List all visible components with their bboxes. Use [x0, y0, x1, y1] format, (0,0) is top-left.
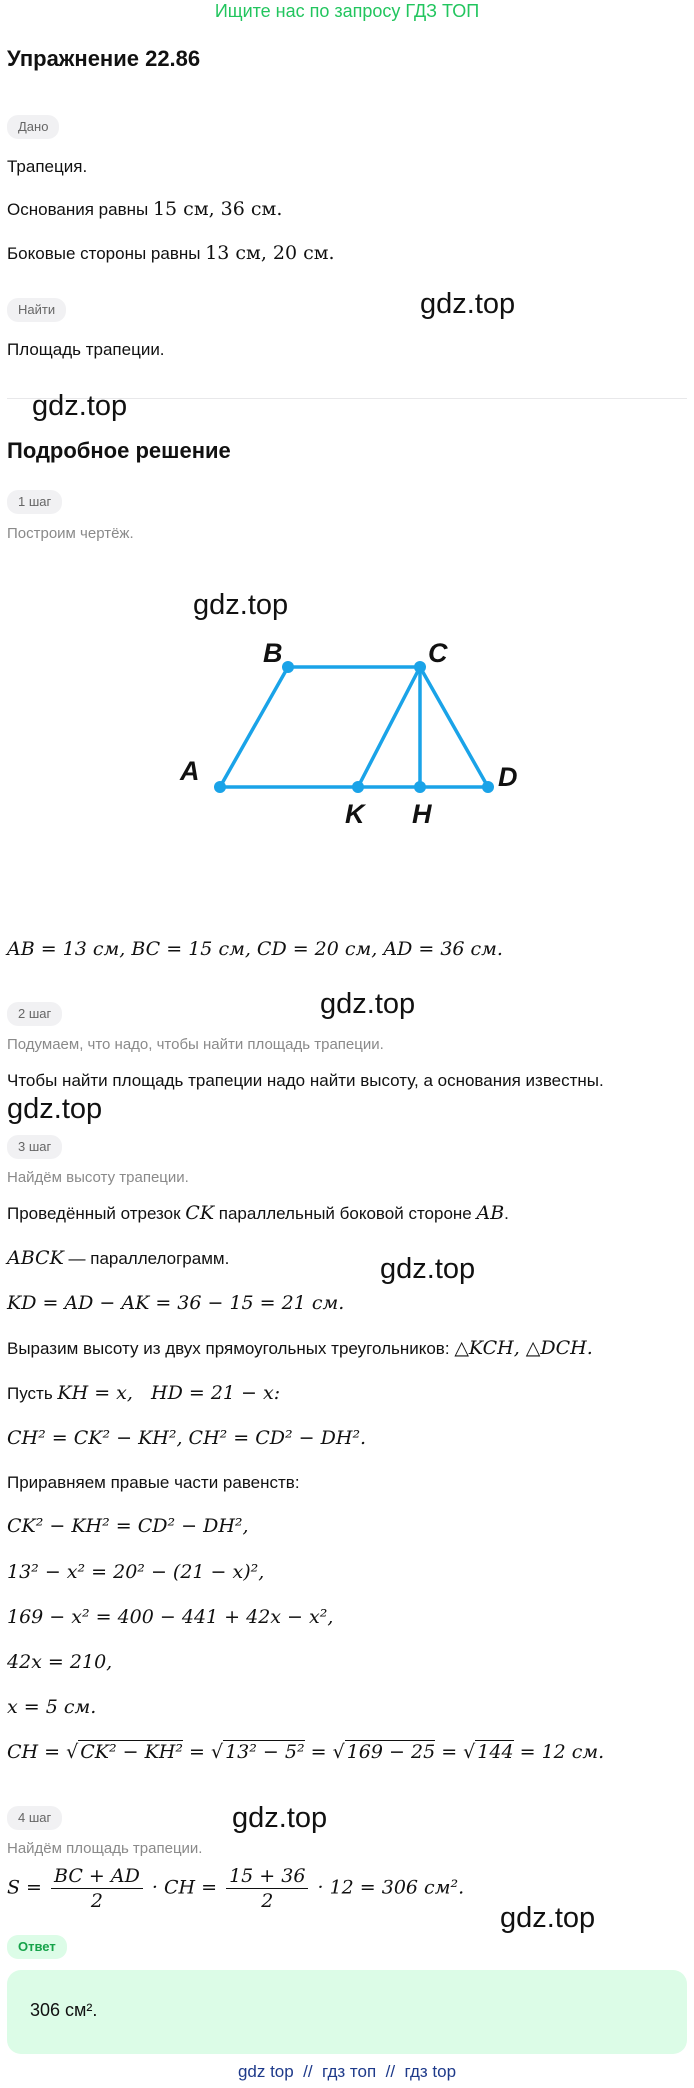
step3-tag: [7, 1135, 62, 1159]
step2-text: Чтобы найти площадь трапеции надо найти высоту, а основания известны.: [7, 1071, 604, 1090]
point-H: [414, 781, 426, 793]
step3-line-9: 13² − x² = 20² − (21 − x)²,: [7, 1561, 265, 1583]
step4-tag: [7, 1806, 62, 1830]
search-banner[interactable]: Ищите нас по запросу ГДЗ ТОП: [214, 1, 480, 21]
step3-l5-math: KH = x, HD = 21 − x:: [57, 1382, 281, 1404]
find-line-1: Площадь трапеции.: [7, 340, 165, 359]
step3-l5-prefix: Пусть: [7, 1384, 53, 1403]
side-CD: [420, 667, 488, 787]
step3-line-3: KD = AD − AK = 36 − 15 = 21 см.: [7, 1292, 345, 1314]
watermark: gdz.top: [32, 390, 128, 422]
fraction-1-num: BC + AD: [51, 1864, 143, 1889]
l13-root1: CK² − KH²: [80, 1741, 183, 1763]
fraction-2: [226, 1864, 308, 1913]
l13-b: =: [189, 1741, 205, 1763]
step3-line-12: x = 5 см.: [7, 1696, 97, 1718]
step2-tag-label: 2 шаг: [7, 1002, 62, 1026]
step3-line-6: CH² = CK² − KH², CH² = CD² − DH².: [7, 1427, 367, 1449]
given-line-2: [7, 198, 282, 220]
l13-root3: 169 − 25: [346, 1741, 436, 1763]
point-B: [282, 661, 294, 673]
given-line-2-text: Основания равны: [7, 200, 149, 219]
step3-l2-var: ABCK: [7, 1247, 64, 1269]
given-tag-label: Дано: [7, 115, 59, 139]
point-D: [482, 781, 494, 793]
watermark: gdz.top: [193, 589, 289, 621]
step3-l1-var: CK: [185, 1202, 215, 1224]
answer-tag-label: Ответ: [7, 1935, 67, 1959]
answer-box: [7, 1970, 687, 2054]
step3-l1-prefix: Проведённый отрезок: [7, 1204, 181, 1223]
l13-d: =: [441, 1741, 458, 1763]
step3-line-13: CH = √ CK² − KH² = √ 13² − 5² = √ 169 − 25 = √ 144 = 12 см.: [7, 1741, 605, 1763]
step3-line-2: [7, 1247, 229, 1269]
watermark: gdz.top: [7, 1093, 103, 1125]
trapezoid-drawing: [0, 580, 694, 880]
watermark: gdz.top: [380, 1253, 476, 1285]
find-tag: [7, 298, 66, 322]
s-mid: · CH =: [151, 1876, 218, 1899]
page-title: Упражнение 22.86: [7, 46, 201, 71]
fraction-2-num: 15 + 36: [226, 1864, 308, 1889]
step1-tag: [7, 490, 62, 514]
point-C: [414, 661, 426, 673]
trapezoid-lines: [220, 667, 488, 787]
step3-l1-end: .: [504, 1204, 509, 1223]
l13-c: =: [310, 1741, 327, 1763]
label-K: K: [345, 799, 365, 829]
step3-line-7: Приравняем правые части равенств:: [7, 1473, 300, 1492]
s-lhs: S =: [7, 1876, 42, 1899]
s-end: · 12 = 306 см².: [317, 1876, 465, 1899]
point-A: [214, 781, 226, 793]
footer-links[interactable]: gdz top // гдз топ // гдз top: [237, 2062, 457, 2081]
step3-line-11: 42x = 210,: [7, 1651, 113, 1673]
given-line-3-math: 13 см, 20 см.: [205, 242, 335, 264]
step3-line-8: CK² − KH² = CD² − DH²,: [7, 1515, 249, 1537]
step3-hint: Найдём высоту трапеции.: [7, 1169, 189, 1186]
step3-tag-label: 3 шаг: [7, 1135, 62, 1159]
point-K: [352, 781, 364, 793]
l13-root4: 144: [477, 1741, 514, 1763]
watermark: gdz.top: [320, 988, 416, 1020]
fraction-1: [51, 1864, 143, 1913]
step3-l1-var2: AB: [476, 1202, 505, 1224]
given-line-3: [7, 242, 335, 264]
answer-text: 306 см².: [30, 2000, 98, 2020]
label-H: H: [412, 799, 432, 829]
step3-line-10: 169 − x² = 400 − 441 + 42x − x²,: [7, 1606, 334, 1628]
step4-formula: [7, 1864, 464, 1913]
step3-line-1: [7, 1202, 509, 1224]
watermark: gdz.top: [420, 288, 516, 320]
step3-line-5: [7, 1382, 280, 1404]
side-AB: [220, 667, 288, 787]
fraction-2-den: 2: [261, 1890, 274, 1912]
l13-e: = 12 см.: [519, 1741, 605, 1763]
step1-tag-label: 1 шаг: [7, 490, 62, 514]
label-B: B: [263, 638, 283, 668]
step3-l4-math: △KCH, △DCH.: [454, 1337, 593, 1359]
watermark: gdz.top: [232, 1802, 328, 1834]
step2-hint: Подумаем, что надо, чтобы найти площадь трапеции.: [7, 1036, 384, 1053]
step3-l4-prefix: Выразим высоту из двух прямоугольных треугольников:: [7, 1339, 450, 1358]
label-A: A: [180, 756, 200, 786]
step4-hint: Найдём площадь трапеции.: [7, 1840, 203, 1857]
step1-values: AB = 13 см, BC = 15 см, CD = 20 см, AD = 36 см.: [7, 938, 503, 960]
step2-tag: [7, 1002, 62, 1026]
step3-l1-mid: параллельный боковой стороне: [218, 1204, 472, 1223]
step3-l2-text: — параллелограмм.: [68, 1249, 230, 1268]
given-line-3-text: Боковые стороны равны: [7, 244, 201, 263]
given-line-1: Трапеция.: [7, 157, 88, 176]
solution-title: Подробное решение: [7, 438, 231, 463]
step3-line-4: [7, 1337, 593, 1359]
answer-tag: [7, 1935, 67, 1959]
label-C: C: [428, 638, 448, 668]
given-line-2-math: 15 см, 36 см.: [152, 198, 283, 220]
l13-a: CH =: [7, 1741, 61, 1763]
fraction-1-den: 2: [90, 1890, 103, 1912]
step1-hint: Построим чертёж.: [7, 525, 134, 542]
l13-root2: 13² − 5²: [225, 1741, 305, 1763]
watermark: gdz.top: [500, 1902, 596, 1934]
segment-CK: [358, 667, 420, 787]
given-tag: [7, 115, 59, 139]
step4-tag-label: 4 шаг: [7, 1806, 62, 1830]
label-D: D: [498, 762, 518, 792]
find-tag-label: Найти: [7, 298, 66, 322]
